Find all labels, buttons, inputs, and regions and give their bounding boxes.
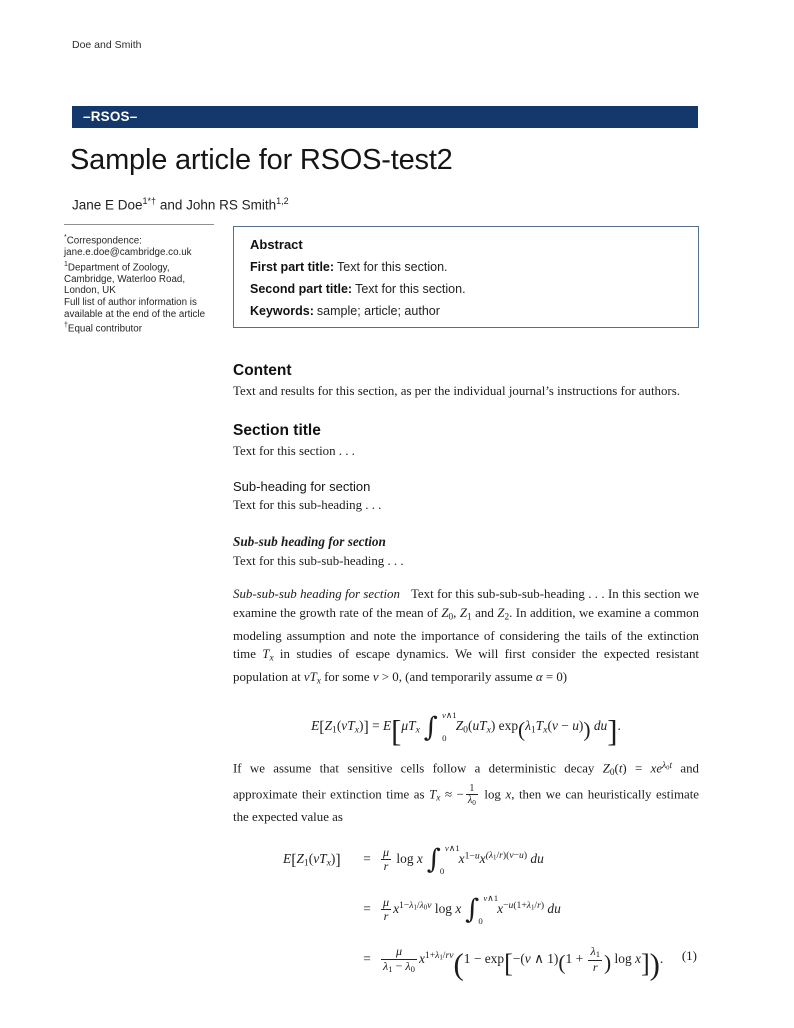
abstract-row-label: Second part title:: [250, 282, 353, 296]
display-equation: E[Z1(vTx)] = E[μTx ∫ v∧1 0 Z0(uTx) exp(λ1Tx(v − u)) du].: [311, 710, 621, 749]
paragraph: Text for this sub-sub-heading . . .: [233, 553, 404, 568]
section-heading-title: Section title: [233, 421, 321, 439]
abstract-row-label: Keywords:: [250, 304, 314, 318]
abstract-row-text: sample; article; author: [316, 304, 440, 318]
running-head: Doe and Smith: [72, 39, 142, 51]
sidebar-line: Cambridge, Waterloo Road,: [64, 273, 186, 285]
abstract-row-text: Text for this section.: [355, 282, 466, 296]
paragraph: Text for this sub-heading . . .: [233, 498, 382, 513]
journal-banner: [72, 106, 698, 128]
section-heading-content: Content: [233, 362, 292, 379]
equation-row: E[Z1(vTx)] = $\frac{\mu}{r}$ log x ∫ v∧1 0 $x^{1-u}x^{(\lambda 1/r)(v-u)}$ du: [233, 836, 699, 876]
abstract-row: [250, 260, 682, 274]
paragraph: Text for this section . . .: [233, 443, 355, 458]
abstract-row: [250, 282, 682, 296]
article-body: [233, 362, 700, 982]
abstract-title: Abstract: [250, 237, 303, 252]
author-2-name: John RS Smith: [186, 197, 277, 213]
equals-sign: =: [363, 951, 371, 967]
sidebar-line: available at the end of the article: [64, 308, 206, 320]
correspondence-sidebar: [64, 224, 214, 335]
author-joiner: and: [156, 197, 187, 213]
author-1-name: Jane E Doe: [72, 197, 143, 213]
abstract-row-text: Text for this section.: [337, 260, 448, 274]
paragraph: Text and results for this section, as per the individual journal’s instructions for authors.: [233, 384, 680, 398]
article-title: Sample article for RSOS-test2: [70, 144, 453, 176]
aligned-equation-block: [233, 836, 699, 982]
paragraph-with-inline-math: If we assume that sensitive cells follow a deterministic decay $Z0(t) = xe^{\lambda 0t}$ and approximate their extinction time as Tx ≈ − $\frac{1}{\lambda 0}$ log x, then we can heuristically estimate the expected value as: [233, 761, 700, 824]
equals-sign: =: [363, 901, 371, 917]
sidebar-line: London, UK: [64, 285, 116, 297]
sidebar-line: †Equal contributor: [64, 322, 142, 335]
abstract-keywords: [250, 304, 682, 318]
equals-sign: =: [363, 851, 371, 867]
abstract-box: [233, 226, 699, 328]
equation-number: (1): [681, 948, 697, 964]
sidebar-line: $^1$Department of Zoology,: [64, 260, 170, 273]
correspondence-email: jane.e.doe@cambridge.co.uk: [64, 246, 192, 258]
sub-heading: Sub-heading for section: [233, 479, 371, 495]
equation-row: = $\frac{\mu}{\lambda 1 - \lambda 0}$ $x^{1+\lambda 1/rv}(1 - \exp[-(v$ ∧ 1)(1 + $\frac{\lambda 1}{r}$ ) log x]). (1): [233, 936, 699, 976]
author-1-affiliation-marks: 1*†: [142, 196, 157, 206]
equation-row: = $\frac{\mu}{r}$ $x^{1-\lambda 1/\lambda 0v}$ log x ∫ v∧1 0 $x^{-u(1+\lambda 1/r)}$ du: [233, 886, 699, 926]
sub-sub-heading: Sub-sub heading for section: [233, 533, 386, 549]
author-2-affiliation-marks: 1,2: [276, 196, 289, 206]
journal-banner-label: –RSOS–: [83, 109, 138, 124]
abstract-row-label: First part title:: [250, 260, 335, 274]
sidebar-line: Full list of author information is: [64, 297, 197, 309]
sidebar-line: *Correspondence:: [64, 234, 142, 247]
paragraph-with-inline-math: Sub-sub-sub heading for section Text for this sub-sub-sub-heading . . . In this section we examine the growth rate of the mean of Z0, Z1 and Z2. In addition, we examine a common modeling assumption and note the importance of considering the tails of the extinction time Tx in studies of escape dynamics. We will first consider the expected resistant population at vTx for some v > 0, (and temporarily assume α = 0): [233, 587, 700, 687]
author-line: [72, 196, 289, 213]
